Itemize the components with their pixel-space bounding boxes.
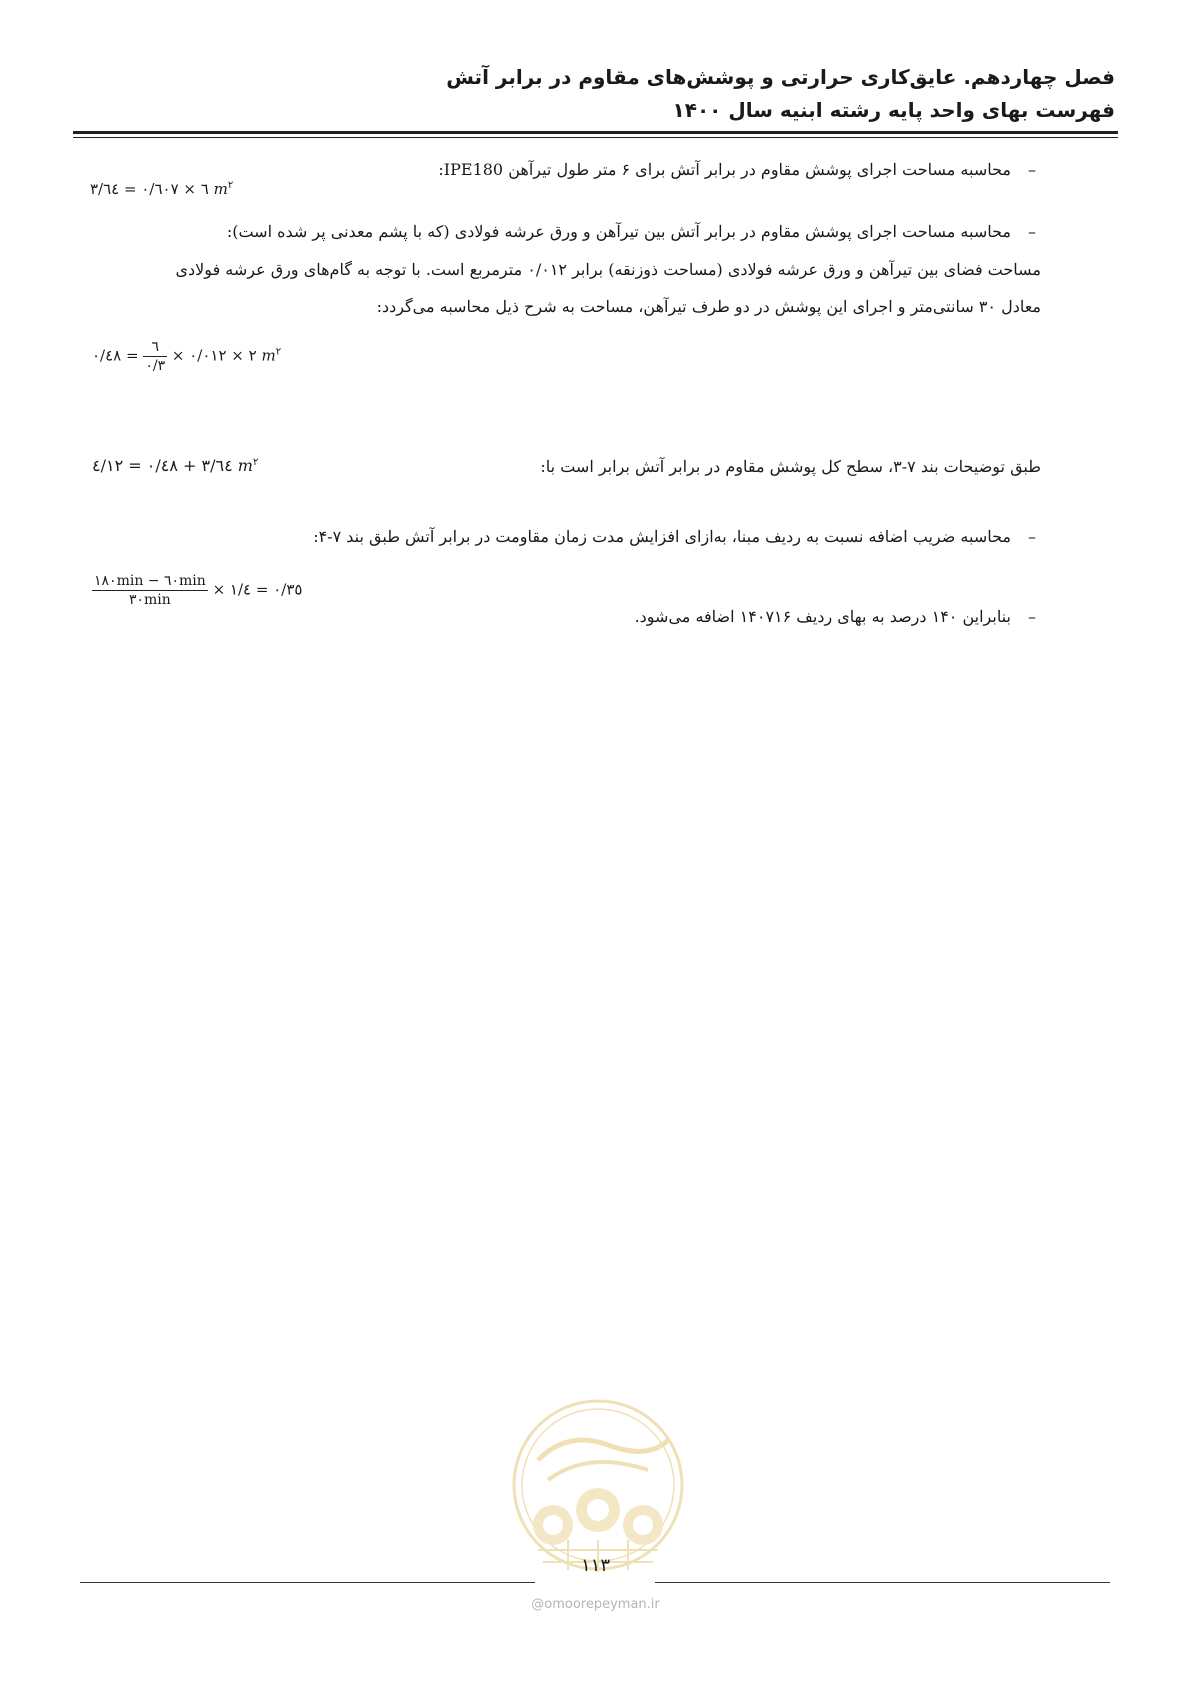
equation-2-exp: ٢ [275, 346, 282, 358]
equation-1 [90, 180, 233, 198]
equation-4 [92, 572, 302, 609]
equation-1-exp: ٢ [227, 180, 234, 191]
paragraph-1: محاسبه مساحت اجرای پوشش مقاوم در برابر آتش برای ۶ متر طول تیرآهن IPE180: [438, 160, 1011, 179]
equation-1-unit: m [213, 180, 228, 198]
paragraph-3: مساحت فضای بین تیرآهن و ورق عرشه فولادی (مساحت ذوزنقه) برابر ۰/۰۱۲ مترمربع است. با توجه به گام‌های ورق عرشه فولادی [175, 260, 1041, 279]
equation-4-num: ١٨٠min − ٦٠min [94, 573, 206, 589]
equation-3 [92, 456, 258, 475]
paragraph-5: طبق توضیحات بند ۷-۳، سطح کل پوشش مقاوم در برابر آتش برابر است با: [540, 457, 1041, 476]
chapter-title: فصل چهاردهم. عایق‌کاری حرارتی و پوشش‌های مقاوم در برابر آتش [446, 65, 1115, 89]
equation-3-exp: ٢ [252, 457, 259, 468]
bullet-dash: – [1028, 160, 1036, 179]
equation-2-fraction [143, 338, 167, 375]
footer-rule-left [80, 1582, 535, 1583]
equation-2-unit: m [261, 346, 276, 365]
bullet-dash: – [1028, 222, 1036, 241]
page-header [446, 60, 1115, 126]
bullet-dash: – [1028, 607, 1036, 626]
footer-rule-right [655, 1582, 1110, 1583]
paragraph-4: معادل ۳۰ سانتی‌متر و اجرای این پوشش در دو طرف تیرآهن، مساحت به شرح ذیل محاسبه می‌گردد: [376, 297, 1041, 316]
page-number: ۱۱۳ [580, 1555, 610, 1576]
equation-4-den: ٣٠min [128, 592, 171, 608]
equation-2-post: = ٠/٤٨ [92, 346, 139, 365]
paragraph-6: محاسبه ضریب اضافه نسبت به ردیف مبنا، به‌ازای افزایش مدت زمان مقاومت در برابر آتش طبق بند ۷-۴: [313, 527, 1011, 546]
header-rule-thin [73, 137, 1118, 138]
equation-2-num: ٦ [151, 339, 159, 355]
equation-2 [92, 338, 281, 375]
watermark-logo-icon [508, 1390, 688, 1580]
header-rule-thick [73, 131, 1118, 134]
paragraph-2: محاسبه مساحت اجرای پوشش مقاوم در برابر آتش بین تیرآهن و ورق عرشه فولادی (که با پشم معدنی پر شده است): [226, 222, 1011, 241]
equation-1-lhs: ٦ × ٠/٦٠٧ = ٣/٦٤ [90, 180, 209, 198]
website-watermark: @omoorepeyman.ir [531, 1597, 660, 1612]
equation-2-den: ٠/٣ [145, 358, 166, 374]
paragraph-7: بنابراین ۱۴۰ درصد به بهای ردیف ۱۴۰۷۱۶ اضافه می‌شود. [634, 607, 1011, 626]
bullet-dash: – [1028, 527, 1036, 546]
equation-3-unit: m [237, 456, 253, 475]
list-title: فهرست بهای واحد پایه رشته ابنیه سال ۱۴۰۰ [672, 98, 1115, 122]
equation-4-post: × ٠/٣٥ = ١/٤ [212, 580, 303, 599]
equation-3-lhs: ٣/٦٤ + ٠/٤٨ = ٤/١٢ [92, 456, 233, 475]
equation-2-pre: ٢ × ٠/٠١٢ × [171, 346, 257, 365]
equation-4-fraction [92, 572, 208, 609]
